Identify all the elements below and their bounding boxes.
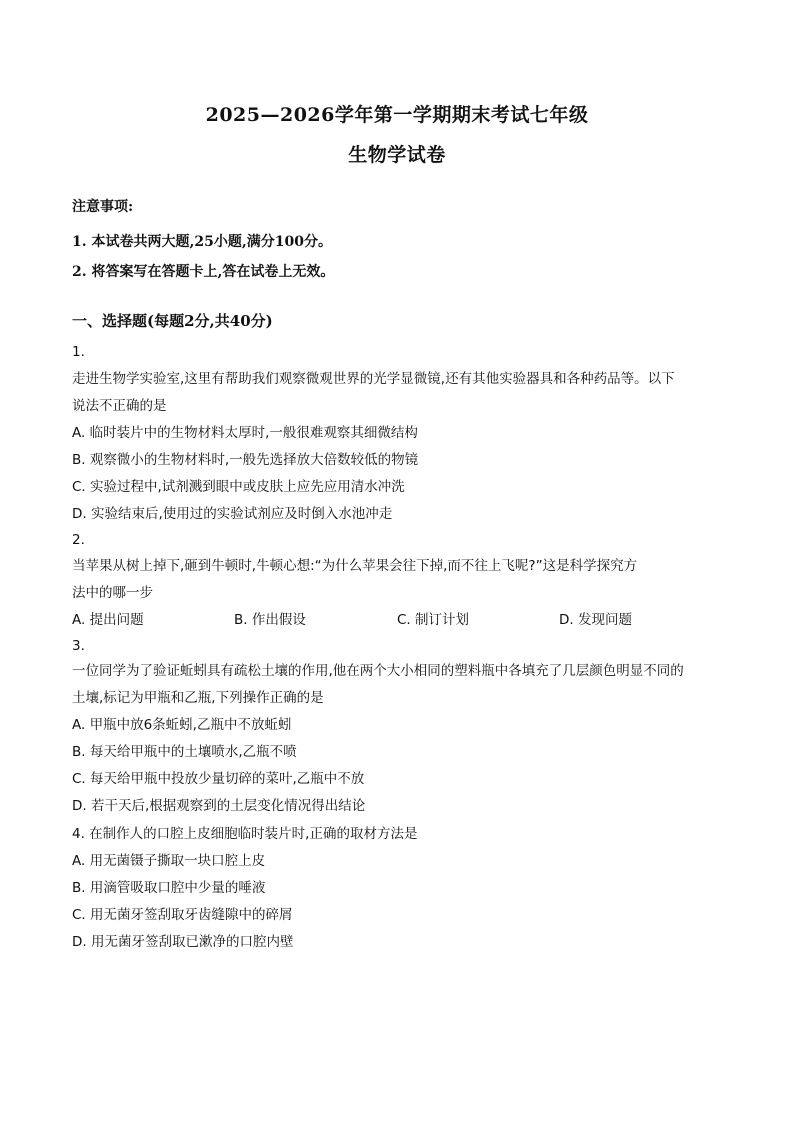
option-d: D. 若干天后,根据观察到的土层变化情况得出结论 (72, 798, 366, 814)
option-b: B. 观察微小的生物材料时,一般先选择放大倍数较低的物镜 (72, 452, 419, 468)
question-stem: 一位同学为了验证蚯蚓具有疏松土壤的作用,他在两个大小相同的塑料瓶中各填充了几层颜色明显不同的 (72, 663, 684, 679)
page-title: 2025—2026学年第一学期期末考试七年级 (205, 104, 589, 126)
option-b: B. 作出假设 (234, 612, 306, 628)
section-title: 一、选择题(每题2分,共40分) (72, 312, 273, 330)
option-c: C. 制订计划 (397, 612, 470, 628)
question-stem: 走进生物学实验室,这里有帮助我们观察微观世界的光学显微镜,还有其他实验器具和各种药品等。以下 (72, 371, 675, 387)
option-a: A. 甲瓶中放6条蚯蚓,乙瓶中不放蚯蚓 (72, 717, 292, 733)
question-number: 3. (72, 638, 85, 654)
option-a: A. 用无菌镊子撕取一块口腔上皮 (72, 853, 266, 869)
question-stem: 4. 在制作人的口腔上皮细胞临时装片时,正确的取材方法是 (72, 826, 418, 842)
option-c: C. 用无菌牙签刮取牙齿缝隙中的碎屑 (72, 907, 293, 923)
question-stem: 法中的哪一步 (72, 585, 153, 601)
option-a: A. 临时装片中的生物材料太厚时,一般很难观察其细微结构 (72, 425, 418, 441)
option-b: B. 每天给甲瓶中的土壤喷水,乙瓶不喷 (72, 744, 297, 760)
notice-item: 1. 本试卷共两大题,25小题,满分100分。 (72, 234, 332, 250)
notice-item: 2. 将答案写在答题卡上,答在试卷上无效。 (72, 264, 335, 280)
question-stem: 当苹果从树上掉下,砸到牛顿时,牛顿心想:“为什么苹果会往下掉,而不往上飞呢?”这是科学探究方 (72, 558, 638, 574)
option-d: D. 实验结束后,使用过的实验试剂应及时倒入水池冲走 (72, 506, 393, 522)
option-b: B. 用滴管吸取口腔中少量的唾液 (72, 880, 266, 896)
page-subtitle: 生物学试卷 (348, 144, 446, 166)
notice-heading: 注意事项: (72, 199, 134, 215)
option-d: D. 发现问题 (559, 612, 632, 628)
question-number: 1. (72, 344, 85, 360)
question-stem: 土壤,标记为甲瓶和乙瓶,下列操作正确的是 (72, 690, 324, 706)
question-number: 2. (72, 532, 85, 548)
option-a: A. 提出问题 (72, 612, 144, 628)
option-c: C. 实验过程中,试剂溅到眼中或皮肤上应先应用清水冲洗 (72, 479, 405, 495)
option-c: C. 每天给甲瓶中投放少量切碎的菜叶,乙瓶中不放 (72, 771, 365, 787)
option-d: D. 用无菌牙签刮取已漱净的口腔内壁 (72, 934, 294, 950)
question-stem: 说法不正确的是 (72, 398, 167, 414)
